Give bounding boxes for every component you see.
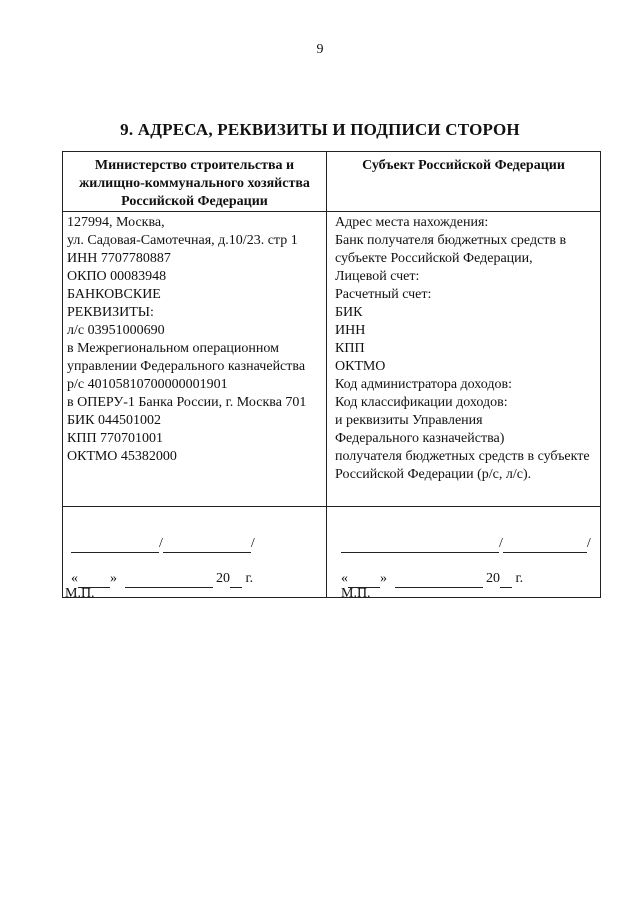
right-signature-line: / /: [341, 535, 591, 553]
left-detail-line: КПП 770701001: [67, 431, 164, 446]
right-detail-line: получателя бюджетных средств в субъекте Российской Федерации (р/с, л/с).: [335, 449, 590, 482]
left-detail-line: управлении Федерального казначейства: [67, 359, 306, 374]
left-signature-line: / /: [71, 535, 255, 553]
left-detail-line: РЕКВИЗИТЫ:: [67, 305, 154, 320]
right-detail-line: и реквизиты Управления: [335, 413, 483, 428]
right-date-line: « » 20 г.: [341, 571, 524, 586]
right-detail-line: Федерального казначейства): [335, 431, 505, 446]
right-detail-line: Лицевой счет:: [335, 269, 420, 284]
left-detail-line: ОКТМО 45382000: [67, 449, 177, 464]
right-detail-line: Банк получателя бюджетных средств в субъекте Российской Федерации,: [335, 233, 567, 266]
right-party-details: [327, 212, 601, 507]
left-detail-line: в ОПЕРУ-1 Банка России, г. Москва 701: [67, 395, 307, 410]
left-detail-line: в Межрегиональном операционном: [67, 341, 279, 356]
right-detail-line: Адрес места нахождения:: [335, 215, 489, 230]
right-party-header: Субъект Российской Федерации: [327, 152, 601, 212]
table-header-row: [63, 152, 601, 212]
left-detail-line: л/с 03951000690: [67, 323, 165, 338]
left-detail-line: БАНКОВСКИЕ: [67, 287, 161, 302]
right-detail-line: КПП: [335, 341, 365, 356]
right-detail-line: ОКТМО: [335, 359, 386, 374]
right-detail-line: Код классификации доходов:: [335, 395, 508, 410]
signature-row: [63, 507, 601, 598]
right-detail-line: Код администратора доходов:: [335, 377, 512, 392]
left-party-details: [63, 212, 327, 507]
left-stamp-label: М.П.: [65, 586, 95, 601]
left-date-line: « » 20 г.: [71, 571, 254, 586]
table-body-row: [63, 212, 601, 507]
right-detail-line: Расчетный счет:: [335, 287, 432, 302]
right-stamp-label: М.П.: [341, 586, 371, 601]
left-detail-line: БИК 044501002: [67, 413, 161, 428]
left-detail-line: р/с 40105810700000001901: [67, 377, 228, 392]
left-signature-block: [63, 507, 327, 601]
left-detail-line: ОКПО 00083948: [67, 269, 167, 284]
left-detail-line: 127994, Москва,: [67, 215, 165, 230]
requisites-table: [62, 151, 601, 601]
left-party-header: Министерство строительства и жилищно-коммунального хозяйства Российской Федерации: [63, 152, 327, 212]
page-number: 9: [316, 42, 324, 57]
left-detail-line: ул. Садовая-Самотечная, д.10/23. стр 1: [67, 233, 298, 248]
section-title: 9. АДРЕСА, РЕКВИЗИТЫ И ПОДПИСИ СТОРОН: [120, 120, 520, 139]
right-signature-block: [327, 507, 601, 601]
right-detail-line: ИНН: [335, 323, 366, 338]
right-detail-line: БИК: [335, 305, 363, 320]
left-detail-line: ИНН 7707780887: [67, 251, 171, 266]
